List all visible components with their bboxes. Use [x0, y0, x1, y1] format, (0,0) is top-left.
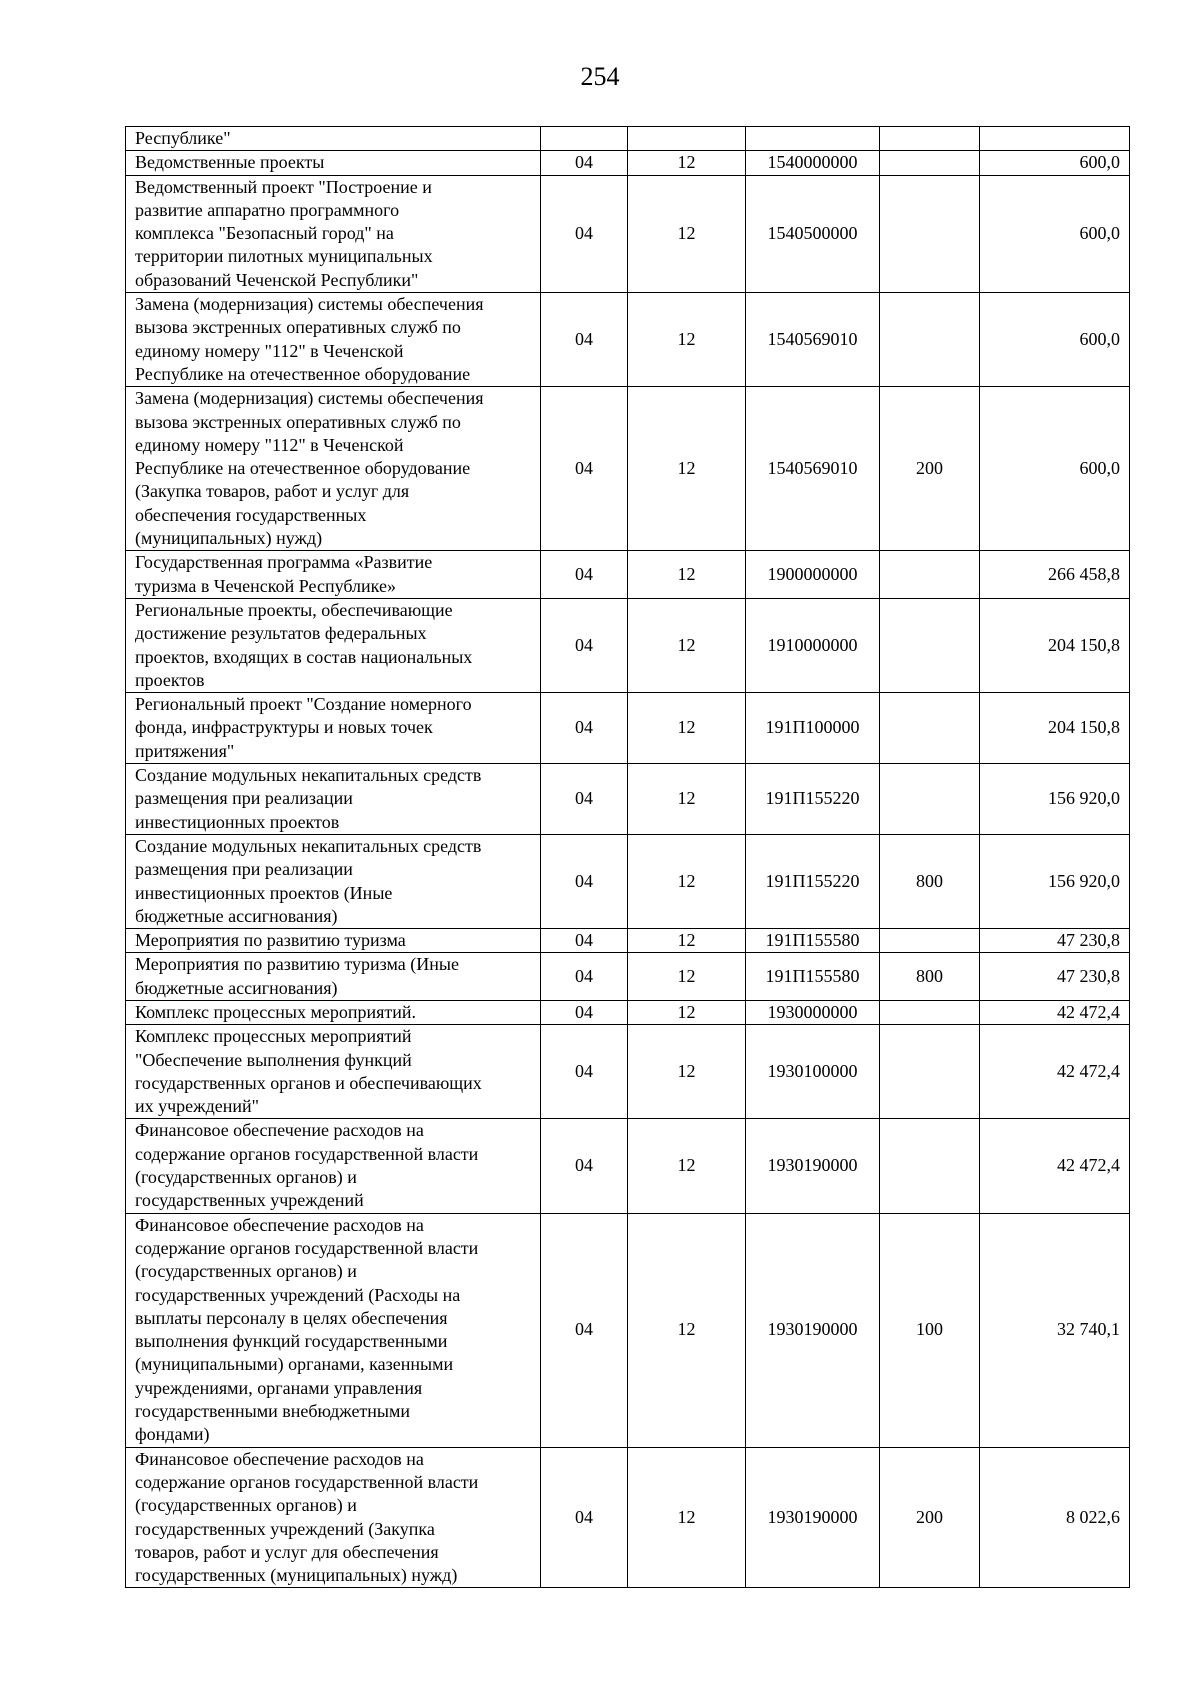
- subsection-code-cell: 12: [628, 1447, 746, 1588]
- amount-cell: 600,0: [980, 175, 1130, 292]
- expense-type-cell: [880, 598, 980, 692]
- subsection-code-cell: 12: [628, 1025, 746, 1119]
- section-code-cell: 04: [541, 175, 628, 292]
- budget-table-body: [126, 127, 1130, 1588]
- expense-type-cell: [880, 1119, 980, 1213]
- subsection-code-cell: 12: [628, 151, 746, 175]
- expense-type-cell: 200: [880, 387, 980, 551]
- subsection-code-cell: 12: [628, 1000, 746, 1024]
- expense-type-cell: [880, 1025, 980, 1119]
- item-name-cell: Создание модульных некапитальных средств размещения при реализации инвестиционных проектов: [126, 764, 541, 835]
- expense-type-cell: [880, 1000, 980, 1024]
- subsection-code-cell: 12: [628, 551, 746, 599]
- target-article-cell: 1930190000: [746, 1119, 880, 1213]
- expense-type-cell: 800: [880, 834, 980, 928]
- section-code-cell: 04: [541, 953, 628, 1001]
- item-name-cell: Республике": [126, 127, 541, 151]
- expense-type-cell: [880, 175, 980, 292]
- item-name-cell: Финансовое обеспечение расходов на содержание органов государственной власти (государственных органов) и государственных учреждений (Расходы на выплаты персоналу в целях обеспечения выполнения функций государственными (муниципальными) органами, казенными учреждениями, органами управления государственными внебюджетными фондами): [126, 1213, 541, 1447]
- subsection-code-cell: 12: [628, 953, 746, 1001]
- section-code-cell: 04: [541, 293, 628, 387]
- item-name-cell: Комплекс процессных мероприятий "Обеспечение выполнения функций государственных органов и обеспечивающих их учреждений": [126, 1025, 541, 1119]
- table-row: [126, 151, 1130, 175]
- item-name-cell: Финансовое обеспечение расходов на содержание органов государственной власти (государственных органов) и государственных учреждений: [126, 1119, 541, 1213]
- amount-cell: 156 920,0: [980, 764, 1130, 835]
- table-row: [126, 551, 1130, 599]
- expense-type-cell: [880, 293, 980, 387]
- table-row: [126, 1000, 1130, 1024]
- subsection-code-cell: [628, 127, 746, 151]
- subsection-code-cell: 12: [628, 293, 746, 387]
- subsection-code-cell: 12: [628, 1119, 746, 1213]
- target-article-cell: 191П100000: [746, 693, 880, 764]
- target-article-cell: 191П155220: [746, 834, 880, 928]
- target-article-cell: [746, 127, 880, 151]
- target-article-cell: 191П155580: [746, 929, 880, 953]
- target-article-cell: 1930190000: [746, 1213, 880, 1447]
- table-row: [126, 834, 1130, 928]
- item-name-cell: Региональный проект "Создание номерного фонда, инфраструктуры и новых точек притяжения": [126, 693, 541, 764]
- target-article-cell: 1900000000: [746, 551, 880, 599]
- item-name-cell: Региональные проекты, обеспечивающие достижение результатов федеральных проектов, входящих в состав национальных проектов: [126, 598, 541, 692]
- amount-cell: 42 472,4: [980, 1025, 1130, 1119]
- target-article-cell: 191П155220: [746, 764, 880, 835]
- section-code-cell: 04: [541, 551, 628, 599]
- subsection-code-cell: 12: [628, 764, 746, 835]
- section-code-cell: 04: [541, 834, 628, 928]
- amount-cell: 600,0: [980, 293, 1130, 387]
- target-article-cell: 1540500000: [746, 175, 880, 292]
- item-name-cell: Финансовое обеспечение расходов на содержание органов государственной власти (государственных органов) и государственных учреждений (Закупка товаров, работ и услуг для обеспечения государственных (муниципальных) нужд): [126, 1447, 541, 1588]
- table-row: [126, 693, 1130, 764]
- table-row: [126, 293, 1130, 387]
- item-name-cell: Замена (модернизация) системы обеспечения вызова экстренных оперативных служб по единому номеру "112" в Чеченской Республике на отечественное оборудование (Закупка товаров, работ и услуг для обеспечения государственных (муниципальных) нужд): [126, 387, 541, 551]
- amount-cell: 266 458,8: [980, 551, 1130, 599]
- table-row: [126, 598, 1130, 692]
- section-code-cell: 04: [541, 387, 628, 551]
- section-code-cell: [541, 127, 628, 151]
- amount-cell: 204 150,8: [980, 598, 1130, 692]
- expense-type-cell: 100: [880, 1213, 980, 1447]
- item-name-cell: Мероприятия по развитию туризма (Иные бюджетные ассигнования): [126, 953, 541, 1001]
- subsection-code-cell: 12: [628, 175, 746, 292]
- section-code-cell: 04: [541, 764, 628, 835]
- table-row: [126, 175, 1130, 292]
- amount-cell: 204 150,8: [980, 693, 1130, 764]
- subsection-code-cell: 12: [628, 598, 746, 692]
- table-row: [126, 1025, 1130, 1119]
- item-name-cell: Замена (модернизация) системы обеспечения вызова экстренных оперативных служб по единому номеру "112" в Чеченской Республике на отечественное оборудование: [126, 293, 541, 387]
- section-code-cell: 04: [541, 693, 628, 764]
- expense-type-cell: [880, 693, 980, 764]
- item-name-cell: Мероприятия по развитию туризма: [126, 929, 541, 953]
- item-name-cell: Ведомственные проекты: [126, 151, 541, 175]
- expense-type-cell: [880, 764, 980, 835]
- amount-cell: 47 230,8: [980, 929, 1130, 953]
- subsection-code-cell: 12: [628, 387, 746, 551]
- amount-cell: 600,0: [980, 387, 1130, 551]
- budget-table: [125, 126, 1130, 1588]
- expense-type-cell: 800: [880, 953, 980, 1001]
- table-row: [126, 387, 1130, 551]
- table-row: [126, 1213, 1130, 1447]
- expense-type-cell: [880, 551, 980, 599]
- target-article-cell: 1930100000: [746, 1025, 880, 1119]
- section-code-cell: 04: [541, 1000, 628, 1024]
- expense-type-cell: [880, 929, 980, 953]
- table-row: [126, 127, 1130, 151]
- target-article-cell: 1910000000: [746, 598, 880, 692]
- page-number: 254: [580, 62, 620, 91]
- section-code-cell: 04: [541, 1213, 628, 1447]
- table-row: [126, 764, 1130, 835]
- target-article-cell: 1930000000: [746, 1000, 880, 1024]
- section-code-cell: 04: [541, 151, 628, 175]
- item-name-cell: Государственная программа «Развитие туризма в Чеченской Республике»: [126, 551, 541, 599]
- target-article-cell: 1540000000: [746, 151, 880, 175]
- expense-type-cell: [880, 127, 980, 151]
- section-code-cell: 04: [541, 1447, 628, 1588]
- amount-cell: 156 920,0: [980, 834, 1130, 928]
- subsection-code-cell: 12: [628, 834, 746, 928]
- amount-cell: 8 022,6: [980, 1447, 1130, 1588]
- section-code-cell: 04: [541, 1025, 628, 1119]
- expense-type-cell: 200: [880, 1447, 980, 1588]
- amount-cell: 42 472,4: [980, 1000, 1130, 1024]
- item-name-cell: Ведомственный проект "Построение и развитие аппаратно программного комплекса "Безопасный город" на территории пилотных муниципальных образований Чеченской Республики": [126, 175, 541, 292]
- table-row: [126, 1119, 1130, 1213]
- section-code-cell: 04: [541, 929, 628, 953]
- amount-cell: [980, 127, 1130, 151]
- section-code-cell: 04: [541, 1119, 628, 1213]
- table-row: [126, 953, 1130, 1001]
- subsection-code-cell: 12: [628, 929, 746, 953]
- amount-cell: 600,0: [980, 151, 1130, 175]
- subsection-code-cell: 12: [628, 1213, 746, 1447]
- amount-cell: 42 472,4: [980, 1119, 1130, 1213]
- target-article-cell: 1540569010: [746, 387, 880, 551]
- subsection-code-cell: 12: [628, 693, 746, 764]
- target-article-cell: 1540569010: [746, 293, 880, 387]
- section-code-cell: 04: [541, 598, 628, 692]
- item-name-cell: Комплекс процессных мероприятий.: [126, 1000, 541, 1024]
- amount-cell: 32 740,1: [980, 1213, 1130, 1447]
- target-article-cell: 191П155580: [746, 953, 880, 1001]
- table-row: [126, 929, 1130, 953]
- item-name-cell: Создание модульных некапитальных средств размещения при реализации инвестиционных проектов (Иные бюджетные ассигнования): [126, 834, 541, 928]
- target-article-cell: 1930190000: [746, 1447, 880, 1588]
- amount-cell: 47 230,8: [980, 953, 1130, 1001]
- table-row: [126, 1447, 1130, 1588]
- expense-type-cell: [880, 151, 980, 175]
